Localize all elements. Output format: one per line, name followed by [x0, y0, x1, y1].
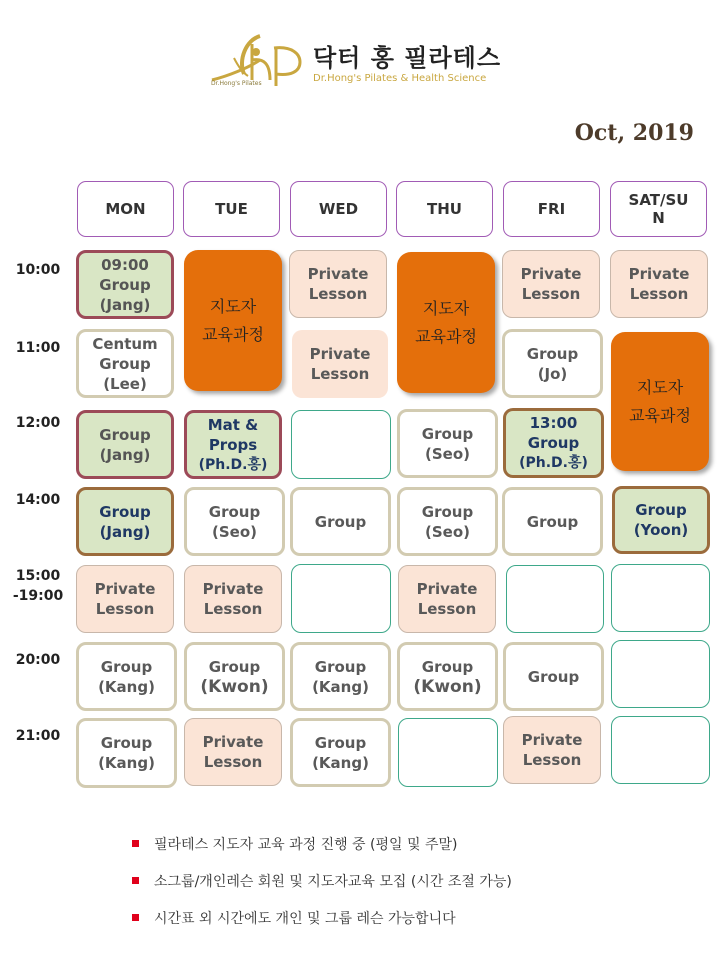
class-cell: Group (Kwon) — [184, 642, 285, 711]
day-header-thu: THU — [396, 181, 493, 237]
empty-slot — [291, 564, 391, 633]
empty-slot — [506, 565, 604, 633]
class-cell: Group (Seo) — [397, 487, 498, 556]
class-cell: Group (Jo) — [502, 329, 603, 398]
logo-small-text: Dr.Hong's Pilates — [211, 80, 262, 87]
class-cell: Group (Kang) — [76, 642, 177, 711]
class-cell: Group (Seo) — [397, 409, 498, 478]
day-header-sat-sun: SAT/SU N — [610, 181, 707, 237]
class-cell: 13:00 Group (Ph.D.홍) — [503, 408, 604, 478]
private-lesson-cell: Private Lesson — [184, 565, 282, 633]
empty-slot — [611, 564, 710, 632]
empty-slot — [398, 718, 498, 787]
private-lesson-cell: Private Lesson — [292, 330, 388, 398]
class-cell: Group (Jang) — [76, 487, 174, 556]
class-cell: Group (Yoon) — [612, 486, 710, 554]
time-label-21: 21:00 — [15, 728, 61, 744]
month-title: Oct, 2019 — [574, 120, 694, 146]
empty-slot — [291, 410, 391, 479]
day-header-mon: MON — [77, 181, 174, 237]
class-cell: Centum Group (Lee) — [76, 329, 174, 398]
class-cell: Group (Kang) — [76, 718, 177, 788]
private-lesson-cell: Private Lesson — [289, 250, 387, 318]
empty-slot — [611, 640, 710, 708]
private-lesson-cell: Private Lesson — [502, 250, 600, 318]
class-cell: 09:00 Group (Jang) — [76, 250, 174, 319]
brand-logo — [208, 30, 501, 94]
class-cell: Group (Kang) — [290, 718, 391, 787]
class-cell: Group — [290, 487, 391, 556]
class-cell: Group (Seo) — [184, 487, 285, 556]
empty-slot — [611, 716, 710, 784]
class-cell: Group — [502, 487, 603, 556]
time-label-12: 12:00 — [15, 415, 61, 431]
brand-name-korean: 닥터 홍 필라테스 — [313, 44, 501, 72]
class-cell: Group (Jang) — [76, 410, 174, 479]
instructor-course-cell: 지도자 교육과정 — [184, 250, 282, 391]
bullet-square-icon — [132, 877, 139, 884]
day-header-fri: FRI — [503, 181, 600, 237]
day-header-wed: WED — [290, 181, 387, 237]
time-label-15-19: 15:00 -19:00 — [12, 568, 64, 604]
bullet-square-icon — [132, 914, 139, 921]
time-label-10: 10:00 — [15, 262, 61, 278]
class-cell: Group (Kwon) — [397, 642, 498, 711]
day-header-tue: TUE — [183, 181, 280, 237]
bullet-square-icon — [132, 840, 139, 847]
time-label-20: 20:00 — [15, 652, 61, 668]
private-lesson-cell: Private Lesson — [503, 716, 601, 784]
private-lesson-cell: Private Lesson — [184, 718, 282, 786]
class-cell: Mat & Props (Ph.D.홍) — [184, 410, 282, 479]
instructor-course-cell: 지도자 교육과정 — [397, 252, 495, 393]
private-lesson-cell: Private Lesson — [398, 565, 496, 633]
class-cell: Group (Kang) — [290, 642, 391, 711]
instructor-course-cell: 지도자 교육과정 — [611, 332, 709, 471]
time-label-11: 11:00 — [15, 340, 61, 356]
time-label-14: 14:00 — [15, 492, 61, 508]
brand-name-english: Dr.Hong's Pilates & Health Science — [313, 73, 487, 84]
private-lesson-cell: Private Lesson — [610, 250, 708, 318]
private-lesson-cell: Private Lesson — [76, 565, 174, 633]
class-cell: Group — [503, 642, 604, 711]
